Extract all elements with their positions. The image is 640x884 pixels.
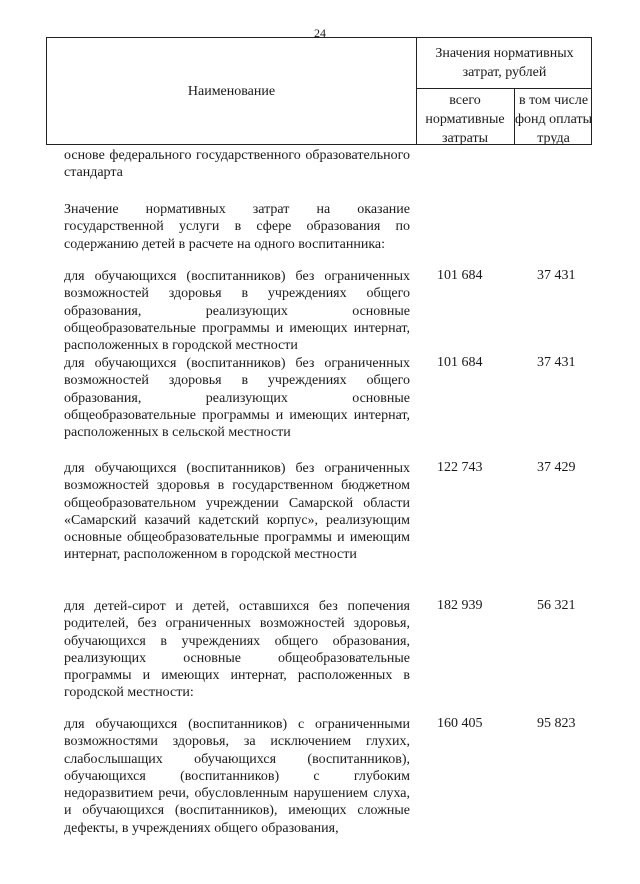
- wage-column-header: в том числе фонд оплаты труда: [514, 93, 593, 146]
- wage-value: 56 321: [537, 598, 576, 613]
- row-text: для обучающихся (воспитанников) без ограниченных возможностей здоровья в государственном бюджетном общеобразовательном учреждении Самарской области «Самарский казачий кадетский корпус», реализующим основные общеобразовательные программы и имеющим интернат, расположенном в городской местности: [64, 461, 410, 563]
- total-value: 122 743: [437, 460, 483, 475]
- row-text: для обучающихся (воспитанников) без ограниченных возможностей здоровья в учреждениях общего образования, реализующих основные общеобразовательные программы и имеющих интернат, расположенных в сельской местности: [64, 356, 410, 441]
- total-value: 160 405: [437, 716, 483, 731]
- wage-value: 37 431: [537, 268, 576, 283]
- table-header: [46, 37, 592, 145]
- total-value: 101 684: [437, 355, 483, 370]
- values-column-header: Значения нормативных затрат, рублей: [435, 46, 574, 80]
- total-value: 101 684: [437, 268, 483, 283]
- row-text: для обучающихся (воспитанников) без ограниченных возможностей здоровья в учреждениях общего образования, реализующих основные общеобразовательные программы и имеющих интернат, расположенных в городской местности: [64, 269, 410, 354]
- total-column-header: всего нормативные затраты: [425, 93, 505, 146]
- wage-value: 95 823: [537, 716, 576, 731]
- row-text: для обучающихся (воспитанников) с ограниченными возможностями здоровья, за исключением глухих, слабослышащих обучающихся (воспитанников), обучающихся (воспитанников) с глубоким недоразвитием речи, обусловленным нарушением слуха, и обучающихся (воспитанников), имеющих сложные дефекты, в учреждениях общего образования,: [64, 717, 410, 836]
- name-column-header: Наименование: [187, 84, 276, 99]
- page-number: 24: [314, 26, 326, 40]
- header-divider: [416, 88, 591, 89]
- total-value: 182 939: [437, 598, 483, 613]
- row-text: Значение нормативных затрат на оказание государственной услуги в сфере образования по содержанию детей в расчете на одного воспитанника:: [64, 202, 410, 252]
- wage-value: 37 429: [537, 460, 576, 475]
- row-text: для детей-сирот и детей, оставшихся без попечения родителей, без ограниченных возможностей здоровья, обучающихся в учреждениях общего образования, реализующих основные общеобразовательные программы и имеющих интернат, расположенных в городской местности:: [64, 599, 410, 701]
- wage-value: 37 431: [537, 355, 576, 370]
- row-text: основе федерального государственного образовательного стандарта: [64, 148, 410, 181]
